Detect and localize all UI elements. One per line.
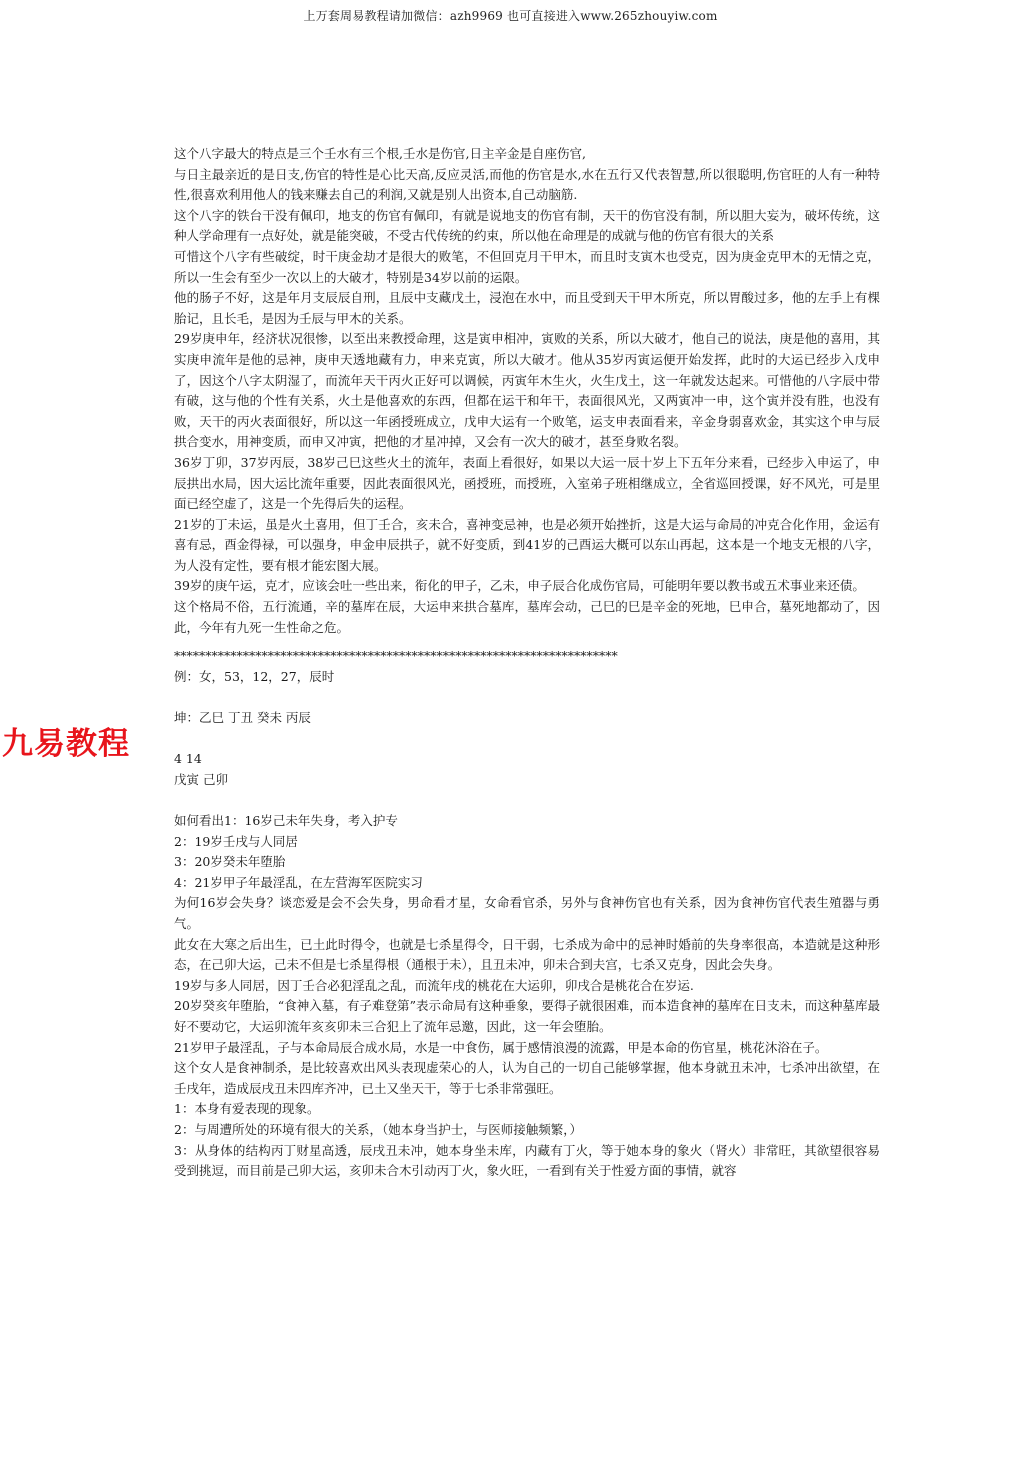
paragraph: 这个八字最大的特点是三个壬水有三个根,壬水是伤官,日主辛金是自座伤官, [174, 146, 586, 161]
paragraph: 29岁庚申年，经济状况很惨，以至出来教授命理，这是寅申相冲，寅败的关系，所以大破才，他自己的说法，庚是他的喜用，其实庚申流年是他的忌神，庚申天透地藏有力，申来克寅，所以大破才。他从35岁丙寅运便开始发挥，此时的大运已经步入戊申了，因这个八字太阴湿了，而流年天干丙火正好可以调候，丙寅年木生火，火生戊土，这一年就发达起来。可惜他的八字辰中带有破，这与他的个性有关系，火土是他喜欢的东西，但都在运干和年干，表面很风光，又两寅冲一申，这个寅并没有胜，也没有败，天干的丙火表面很好，所以这一年函授班成立，戊申大运有一个败笔，运支申表面看来，辛金身弱喜欢金，其实这个申与辰拱合变水，用神变质，而申又冲寅，把他的才星冲掉，又会有一次大的破才，甚至身败名裂。 [174, 331, 880, 450]
paragraph: 36岁丁卯，37岁丙辰，38岁己巳这些火土的流年，表面上看很好，如果以大运一辰十岁上下五年分来看，已经步入申运了，申辰拱出水局，因大运比流年重要，因此表面很风光，函授班，而授班，入室弟子班相继成立，全省巡回授课，好不风光，可是里面已经空虚了，这是一个先得后失的运程。 [174, 454, 880, 512]
analysis-paragraph: 3：从身体的结构丙丁财星高透，辰戌丑未冲，她本身坐未库，内藏有丁火，等于她本身的象火（肾火）非常旺，其欲望很容易受到挑逗，而目前是己卯大运，亥卯未合木引动丙丁火，象火旺，一看到有关于性爱方面的事情，就容 [174, 1142, 880, 1179]
analysis-paragraph: 21岁甲子最淫乱，子与本命局辰合成水局，水是一中食伤，属于感情浪漫的流露，甲是本命的伤官星，桃花沐浴在子。 [174, 1039, 828, 1055]
analysis-paragraph: 4：21岁甲子年最淫乱，在左营海军医院实习 [174, 874, 423, 890]
analysis-paragraph: 此女在大寒之后出生，已土此时得令，也就是七杀星得令，日干弱，七杀成为命中的忌神时婚前的失身率很高，本造就是这种形态，在己卯大运，己未不但是七杀星得根（通根于未），且丑未冲，卯未合到夫宫，七杀又克身，因此会失身。 [174, 936, 880, 973]
example-luck: 戊寅 己卯 [174, 771, 228, 787]
page-header: 上万套周易教程请加微信：azh9969 也可直接进入www.265zhouyiw.com [303, 9, 718, 23]
paragraph: 这个八字的铁台干没有佩印，地支的伤官有佩印，有就是说地支的伤官有制，天干的伤官没有制，所以胆大妄为，破坏传统，这种人学命理有一点好处，就是能突破，不受古代传统的约束，所以他在命理是的成就与他的伤官有很大的关系 [174, 207, 880, 244]
paragraph: 他的肠子不好，这是年月支辰辰自刑，且辰中支藏戊土，浸泡在水中，而且受到天干甲木所克，所以胃酸过多，他的左手上有棵胎记，且长毛，是因为壬辰与甲木的关系。 [174, 290, 880, 326]
analysis-paragraph: 这个女人是食神制杀，是比较喜欢出风头表现虚荣心的人，认为自己的一切自己能够掌握，他本身就丑未冲，七杀冲出欲望，在壬戌年，造成辰戌丑未四库齐冲，已土又坐天干，等于七杀非常强旺。 [174, 1060, 880, 1096]
example-chart: 坤：乙巳 丁丑 癸未 丙辰 [174, 710, 311, 726]
paragraph: 与日主最亲近的是日支,伤官的特性是心比天高,反应灵活,而他的伤官是水,水在五行又代表智慧,所以很聪明,伤官旺的人有一种特性,很喜欢利用他人的钱来赚去自己的利润,又就是别人出资本,自己动脑筋. [174, 166, 880, 203]
example-ages: 4 14 [174, 751, 202, 767]
analysis-paragraph: 19岁与多人同居，因丁壬合必犯淫乱之乱，而流年戌的桃花在大运卯，卯戌合是桃花合在岁运. [174, 977, 694, 993]
paragraph: 这个格局不俗，五行流通，辛的墓库在辰，大运申来拱合墓库，墓库会动，己巳的巳是辛金的死地，巳申合，墓死地都动了，因此，今年有九死一生性命之危。 [174, 599, 880, 635]
analysis-paragraph: 1：本身有爱表现的现象。 [174, 1101, 320, 1117]
document-body [174, 144, 880, 1182]
analysis-paragraph: 20岁癸亥年堕胎，“食神入墓，有子难登第”表示命局有这种垂象，要得子就很困难，而本造食神的墓库在日支未，而这种墓库最好不要动它，大运卯流年亥亥卯未三合犯上了流年忌邀，因此，这一年会堕胎。 [174, 998, 880, 1034]
analysis-paragraph: 2：与周遭所处的环境有很大的关系，（她本身当护士，与医师接触频繁，） [174, 1121, 582, 1137]
paragraph: 39岁的庚午运，克才，应该会吐一些出来，衔化的甲子，乙未，申子辰合化成伤官局，可能明年要以教书或五术事业来还债。 [174, 578, 865, 594]
analysis-paragraph: 2：19岁壬戌与人同居 [174, 833, 298, 849]
paragraph: 21岁的丁未运，虽是火土喜用，但丁壬合，亥未合，喜神变忌神，也是必须开始挫折，这是大运与命局的冲克合化作用，金运有喜有忌，酉金得禄，可以强身，申金申辰拱子，就不好变质，到41岁的己酉运大概可以东山再起，这本是一个地支无根的八字，为人没有定性，要有根才能宏图大展。 [174, 516, 880, 573]
analysis-paragraph: 如何看出1：16岁己未年失身，考入护专 [174, 813, 398, 828]
section-separator: *********************************************************************** [174, 648, 618, 664]
paragraph: 可惜这个八字有些破绽，时干庚金劫才是很大的败笔，不但回克月干甲木，而且时支寅木也受克，因为庚金克甲木的无情之克，所以一生会有至少一次以上的大破才，特别是34岁以前的运限。 [174, 248, 880, 285]
example-line: 例：女，53，12，27，辰时 [174, 668, 335, 684]
analysis-paragraph: 3：20岁癸未年堕胎 [174, 854, 286, 870]
analysis-paragraph: 为何16岁会失身？谈恋爱是会不会失身，男命看才星，女命看官杀，另外与食神伤官也有关系，因为食神伤官代表生殖器与勇气。 [174, 895, 880, 931]
watermark-logo: 九易教程 [2, 726, 130, 762]
